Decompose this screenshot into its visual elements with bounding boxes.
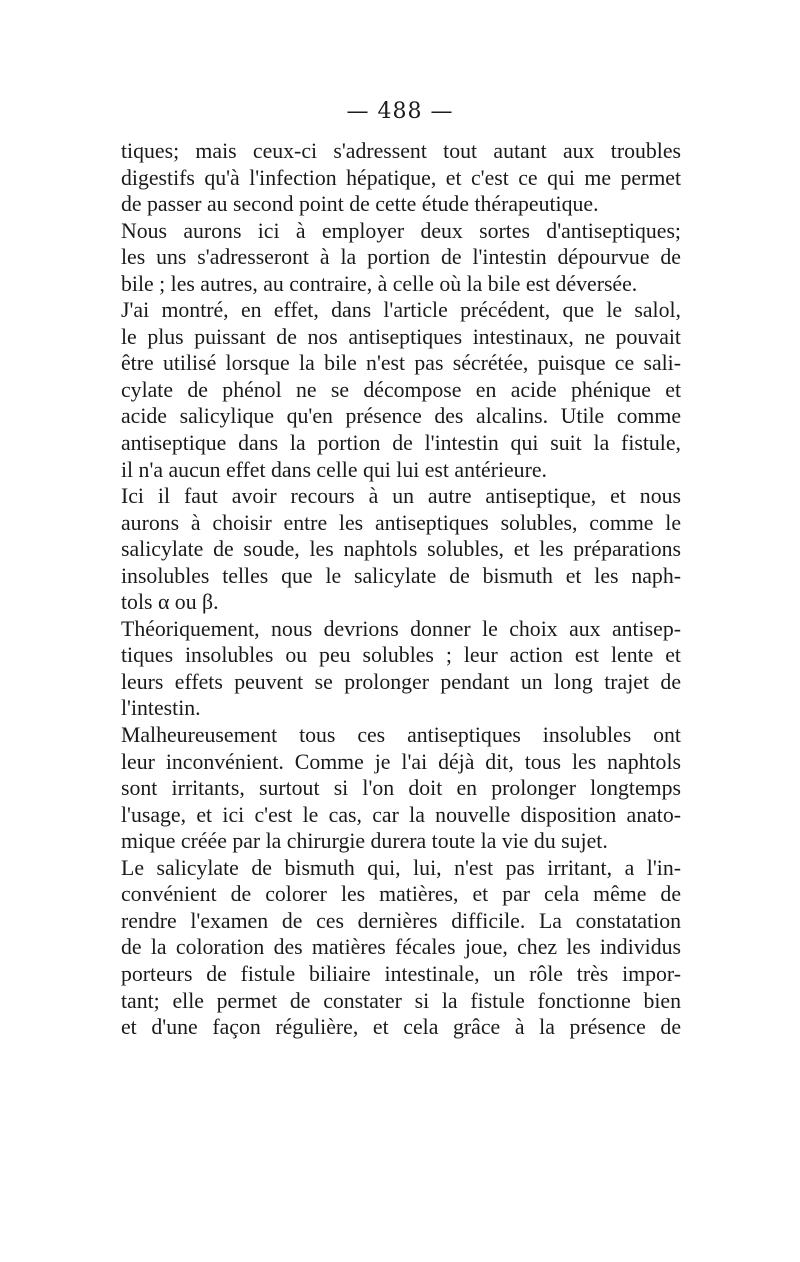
- text-line: rendre l'examen de ces dernières difficile. La constatation: [121, 908, 681, 933]
- text-line: porteurs de fistule biliaire intestinale, un rôle très impor-: [121, 961, 681, 986]
- text-line: mique créée par la chirurgie durera toute la vie du sujet.: [121, 829, 608, 854]
- text-line: de la coloration des matières fécales joue, chez les individus: [121, 935, 681, 960]
- text-line: digestifs qu'à l'infection hépatique, et c'est ce qui me permet: [121, 165, 681, 190]
- text-line: aurons à choisir entre les antiseptiques solubles, comme le: [121, 510, 681, 535]
- text-line: leurs effets peuvent se prolonger pendant un long trajet de: [121, 669, 681, 694]
- text-line: Nous aurons ici à employer deux sortes d'antiseptiques;: [121, 218, 681, 243]
- text-line: le plus puissant de nos antiseptiques intestinaux, ne pouvait: [121, 324, 681, 349]
- text-line: et d'une façon régulière, et cela grâce à la présence de: [121, 1015, 681, 1040]
- text-line: leur inconvénient. Comme je l'ai déjà dit, tous les naphtols: [121, 749, 681, 774]
- text-line: acide salicylique qu'en présence des alcalins. Utile comme: [121, 404, 681, 429]
- page-number: — 488 —: [346, 99, 454, 124]
- body-text: [121, 138, 681, 1041]
- text-line: de passer au second point de cette étude thérapeutique.: [121, 192, 599, 217]
- text-line: tant; elle permet de constater si la fistule fonctionne bien: [121, 988, 681, 1013]
- text-line: être utilisé lorsque la bile n'est pas sécrétée, puisque ce sali-: [121, 351, 681, 376]
- text-line: il n'a aucun effet dans celle qui lui est antérieure.: [121, 457, 547, 482]
- text-line: Le salicylate de bismuth qui, lui, n'est pas irritant, a l'in-: [121, 855, 681, 880]
- text-line: Ici il faut avoir recours à un autre antiseptique, et nous: [121, 484, 681, 509]
- text-line: les uns s'adresseront à la portion de l'intestin dépourvue de: [121, 245, 681, 270]
- text-line: sont irritants, surtout si l'on doit en prolonger longtemps: [121, 776, 681, 801]
- text-line: tols α ou β.: [121, 590, 219, 615]
- text-line: tiques insolubles ou peu solubles ; leur action est lente et: [121, 643, 681, 668]
- text-line: salicylate de soude, les naphtols solubles, et les préparations: [121, 537, 681, 562]
- text-line: Théoriquement, nous devrions donner le choix aux antisep-: [121, 616, 681, 641]
- text-line: l'intestin.: [121, 696, 201, 721]
- text-line: bile ; les autres, au contraire, à celle où la bile est déversée.: [121, 271, 638, 296]
- text-line: antiseptique dans la portion de l'intestin qui suit la fistule,: [121, 431, 681, 456]
- text-line: J'ai montré, en effet, dans l'article précédent, que le salol,: [121, 298, 681, 323]
- text-line: cylate de phénol ne se décompose en acide phénique et: [121, 377, 681, 402]
- text-line: tiques; mais ceux-ci s'adressent tout autant aux troubles: [121, 139, 681, 163]
- text-line: insolubles telles que le salicylate de bismuth et les naph-: [121, 563, 681, 588]
- text-line: l'usage, et ici c'est le cas, car la nouvelle disposition anato-: [121, 802, 681, 827]
- text-line: convénient de colorer les matières, et par cela même de: [121, 882, 681, 907]
- text-line: Malheureusement tous ces antiseptiques insolubles ont: [121, 723, 681, 748]
